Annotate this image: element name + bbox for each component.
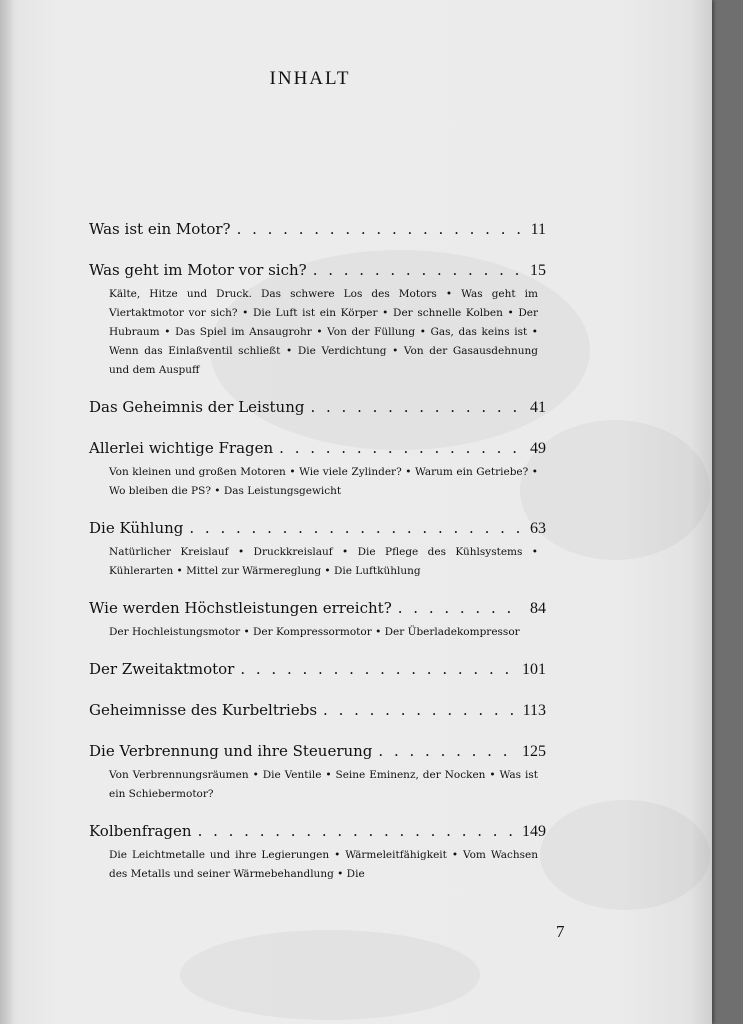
toc-entry-page: 15	[530, 262, 546, 279]
table-of-contents	[89, 216, 546, 898]
water-stain	[520, 420, 710, 560]
toc-entry-row	[89, 257, 546, 284]
dot-leader	[189, 515, 520, 541]
toc-entry	[89, 435, 546, 501]
dot-leader	[398, 595, 520, 621]
toc-entry-subtopics: Von kleinen und großen Motoren • Wie viele Zylinder? • Warum ein Getriebe? • Wo bleiben die PS? • Das Leistungsgewicht	[109, 466, 538, 497]
toc-entry-page: 11	[530, 221, 546, 238]
toc-entry	[89, 656, 546, 683]
toc-entry-title: Die Verbrennung und ihre Steuerung	[89, 742, 373, 760]
toc-entry	[89, 595, 546, 642]
toc-entry-title: Geheimnisse des Kurbeltriebs	[89, 701, 318, 719]
toc-entry-title: Was geht im Motor vor sich?	[89, 261, 307, 279]
toc-entry	[89, 697, 546, 724]
toc-entry-title: Allerlei wichtige Fragen	[89, 439, 274, 457]
toc-entry-page: 84	[530, 600, 546, 617]
toc-entry-subtopics: Natürlicher Kreislauf • Druckkreislauf • Die Pflege des Kühlsystems • Kühlerarten • Mittel zur Wärmereglung • Die Luftkühlung	[109, 546, 538, 577]
toc-entry-page: 63	[530, 520, 546, 537]
dot-leader	[198, 818, 516, 844]
dot-leader	[313, 257, 520, 283]
toc-entry-subtopics: Von Verbrennungsräumen • Die Ventile • Seine Eminenz, der Nocken • Was ist ein Schiebermotor?	[109, 769, 538, 800]
toc-entry-title: Die Kühlung	[89, 519, 184, 537]
toc-entry-page: 41	[530, 399, 546, 416]
toc-entry-row	[89, 394, 546, 421]
toc-entry-row	[89, 435, 546, 462]
toc-entry-row	[89, 818, 546, 845]
dot-leader	[323, 697, 517, 723]
toc-entry-page: 101	[522, 661, 546, 678]
water-stain	[540, 800, 710, 910]
toc-entry-row	[89, 515, 546, 542]
toc-entry-page: 49	[530, 440, 546, 457]
dot-leader	[378, 738, 516, 764]
toc-entry	[89, 216, 546, 243]
toc-entry-row	[89, 216, 546, 243]
toc-entry-row	[89, 595, 546, 622]
toc-entry	[89, 818, 546, 884]
page-number: 7	[556, 922, 565, 941]
toc-entry	[89, 394, 546, 421]
toc-entry-page: 113	[522, 702, 546, 719]
dot-leader	[310, 394, 520, 420]
toc-entry	[89, 515, 546, 581]
dot-leader	[240, 656, 516, 682]
dot-leader	[237, 216, 520, 242]
toc-entry-row	[89, 738, 546, 765]
toc-entry-subtopics: Die Leichtmetalle und ihre Legierungen • Wärmeleitfähigkeit • Vom Wachsen des Metalls und seiner Wärmebehandlung • Die	[109, 849, 538, 880]
toc-entry	[89, 738, 546, 804]
toc-entry-title: Der Zweitaktmotor	[89, 660, 235, 678]
toc-entry-row	[89, 656, 546, 683]
toc-entry-subtopics: Kälte, Hitze und Druck. Das schwere Los des Motors • Was geht im Viertaktmotor vor sich? • Die Luft ist ein Körper • Der schnelle Kolben • Der Hubraum • Das Spiel im Ansaugrohr • Von der Füllung • Gas, das keins ist • Wenn das Einlaßventil schließt • Die Verdichtung • Von der Gasausdehnung und dem Auspuff	[109, 288, 538, 376]
page-title: INHALT	[269, 68, 351, 89]
water-stain	[180, 930, 480, 1020]
toc-entry	[89, 257, 546, 380]
toc-entry-page: 125	[522, 743, 546, 760]
toc-entry-subtopics: Der Hochleistungsmotor • Der Kompressormotor • Der Überladekompressor	[109, 626, 520, 638]
toc-entry-title: Wie werden Höchstleistungen erreicht?	[89, 599, 392, 617]
toc-entry-title: Was ist ein Motor?	[89, 220, 231, 238]
toc-entry-title: Das Geheimnis der Leistung	[89, 398, 305, 416]
toc-entry-row	[89, 697, 546, 724]
dot-leader	[279, 435, 520, 461]
toc-entry-title: Kolbenfragen	[89, 822, 192, 840]
toc-entry-page: 149	[522, 823, 546, 840]
